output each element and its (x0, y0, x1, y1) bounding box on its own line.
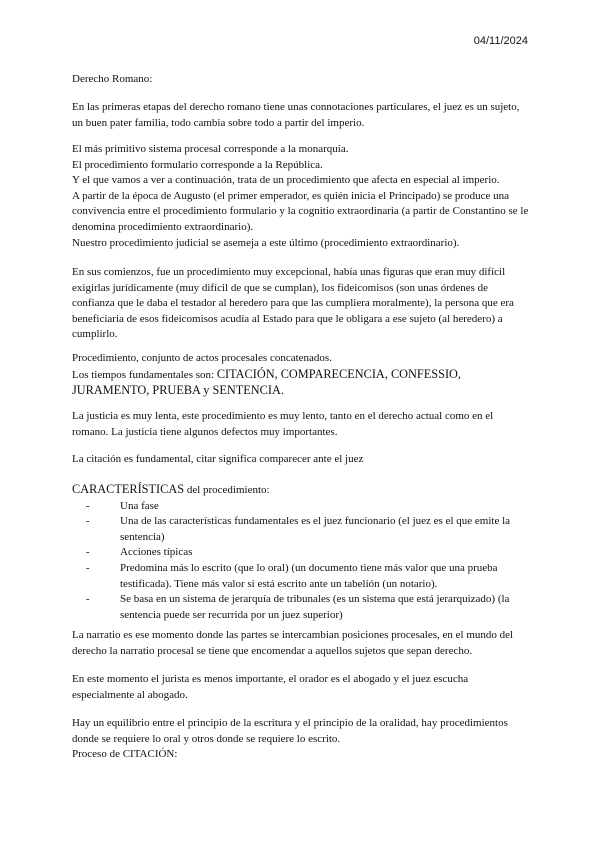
line: El procedimiento formulario corresponde a la República. (72, 158, 323, 171)
list-item (86, 514, 532, 545)
line: Y el que vamos a ver a continuación, trata de un procedimiento que afecta en especial al imperio. (72, 174, 500, 187)
paragraph-proceso-citacion: Proceso de CITACIÓN: (72, 748, 178, 760)
paragraph-equilibrio: Hay un equilibrio entre el principio de la escritura y el principio de la oralidad, hay procedimientos donde se requiere lo oral y otros donde se requiere lo escrito. (72, 717, 508, 745)
tiempos-list: CITACIÓN, COMPARECENCIA, CONFESSIO, JURAMENTO, PRUEBA y SENTENCIA. (72, 366, 462, 398)
bullet: - (86, 499, 90, 512)
bullet: - (86, 546, 90, 559)
paragraph-fideicomisos: En sus comienzos, fue un procedimiento muy excepcional, había unas figuras que eran muy difícil exigirlas jurídicamente (muy difícil de que se cumplan), los fideicomisos (son unas órdenes de confianza que le daba el testador al heredero para que las cumpliera moralmente), la persona que era beneficiaria de esos fideicomisos acudía al Estado para que le obligara a ese sujeto (al heredero) a cumplirlo. (72, 266, 514, 341)
item-text: Predomina más lo escrito (que lo oral) (un documento tiene más valor que una prueba testificada). Tiene más valor si está escrito ante un tabelión (un notario). (120, 561, 498, 590)
item-text: Se basa en un sistema de jerarquía de tribunales (es un sistema que está jerarquizado) (la sentencia puede ser recurrida por un juez superior) (120, 593, 510, 621)
list-item (86, 499, 532, 515)
bullet: - (86, 593, 90, 606)
list-item (86, 561, 532, 592)
list-item (86, 545, 532, 561)
features-section (72, 482, 532, 623)
bullet: - (86, 561, 90, 574)
paragraph-procedures (72, 142, 532, 251)
features-heading: CARACTERÍSTICAS (72, 482, 185, 496)
line: Nuestro procedimiento judicial se asemeja a este último (procedimiento extraordinario). (72, 236, 460, 249)
features-heading-rest: del procedimiento: (184, 484, 270, 496)
features-list (72, 499, 532, 624)
line: A partir de la época de Augusto (el primer emperador, es quién inicia el Principado) se produce una convivencia entre el procedimiento formulario y la cognitio extraordinaria (a partir de Constantino se le denomina procedimiento extraordinario). (72, 189, 529, 233)
list-item (86, 592, 532, 623)
paragraph-narratio: La narratio es ese momento donde las partes se intercambian posiciones procesales, en el mundo del derecho la narratio procesal se tiene que encomendar a aquellos sujetos que sepan derecho. (72, 629, 514, 657)
item-text: Una de las características fundamentales es el juez funcionario (el juez es el que emite la sentencia) (120, 515, 511, 543)
document-date: 04/11/2024 (473, 35, 528, 47)
paragraph-intro: En las primeras etapas del derecho romano tiene unas connotaciones particulares, el juez es un sujeto, un buen pater familia, todo cambia sobre todo a partir del imperio. (72, 101, 520, 129)
bullet: - (86, 515, 90, 528)
paragraph-justicia: La justicia es muy lenta, este procedimiento es muy lento, tanto en el derecho actual como en el romano. La justicia tiene algunos defectos muy importantes. (72, 410, 494, 438)
paragraph-tiempos (72, 351, 532, 400)
line-prefix: Los tiempos fundamentales son: (72, 368, 217, 381)
item-text: Una fase (120, 499, 159, 512)
paragraph-jurista: En este momento el jurista es menos importante, el orador es el abogado y el juez escucha especialmente al abogado. (72, 673, 469, 701)
paragraph-citacion: La citación es fundamental, citar significa comparecer ante el juez (72, 453, 364, 465)
line: El más primitivo sistema procesal corresponde a la monarquía. (72, 143, 349, 155)
line: Procedimiento, conjunto de actos procesales concatenados. (72, 352, 332, 364)
item-text: Acciones típicas (120, 546, 193, 559)
document-title: Derecho Romano: (72, 73, 153, 85)
